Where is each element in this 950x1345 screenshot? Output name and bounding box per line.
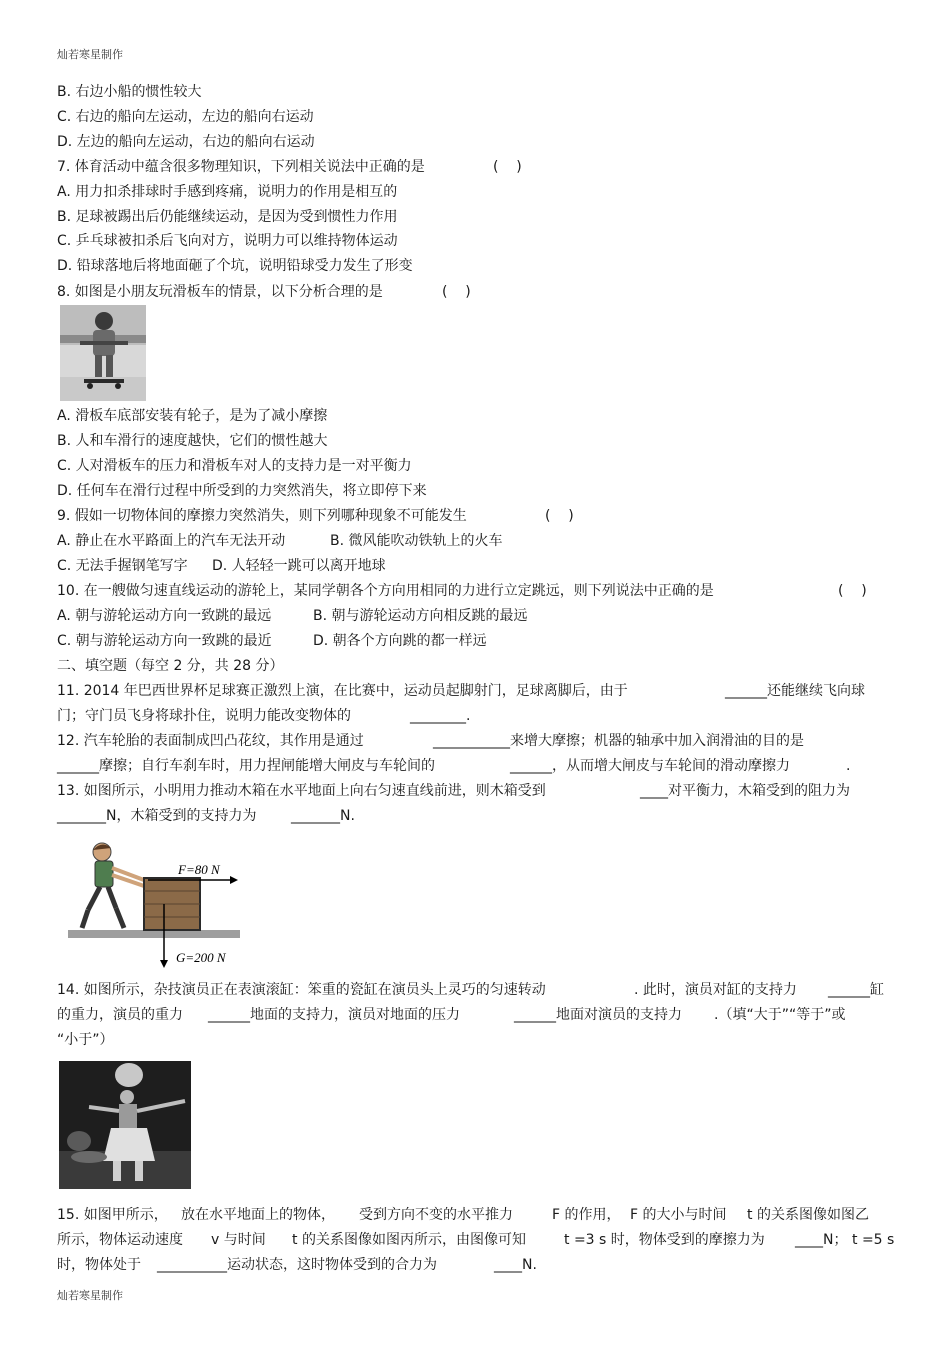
q15-line-2-e: ____N；	[795, 1232, 848, 1248]
q12-line-1-end: ___________来增大摩擦；机器的轴承中加入润滑油的目的是	[433, 733, 804, 749]
q10-option-a: A. 朝与游轮运动方向一致跳的最远	[57, 608, 272, 624]
q12-line-2-end: .	[846, 758, 851, 774]
q13-line-2-end: _______N.	[291, 808, 355, 824]
q13-line-1-end: ____对平衡力，木箱受到的阻力为	[640, 783, 850, 799]
q13-line-1: 13. 如图所示，小明用力推动木箱在水平地面上向右匀速直线前进，则木箱受到	[57, 783, 546, 799]
q6-option-c: C. 右边的船向左运动，左边的船向右运动	[57, 109, 314, 125]
q11-line-1-end: ______还能继续飞向球	[725, 683, 865, 699]
q6-option-d: D. 左边的船向左运动，右边的船向右运动	[57, 134, 315, 150]
q10-answer-paren: ( )	[838, 583, 867, 599]
q7-option-d: D. 铅球落地后将地面砸了个坑，说明铅球受力发生了形变	[57, 258, 413, 274]
q15-line-1-f: t 的关系图像如图乙	[747, 1207, 869, 1223]
q9-option-a: A. 静止在水平路面上的汽车无法开动	[57, 533, 286, 549]
q9-stem: 9. 假如一切物体间的摩擦力突然消失，则下列哪种现象不可能发生	[57, 508, 467, 524]
q6-option-b: B. 右边小船的惯性较大	[57, 84, 202, 100]
section-2-title: 二、填空题（每空 2 分，共 28 分）	[57, 658, 284, 674]
q12-line-2: ______摩擦；自行车刹车时，用力捏闸能增大闸皮与车轮间的	[57, 758, 435, 774]
q7-option-c: C. 乒乓球被扣杀后飞向对方，说明力可以维持物体运动	[57, 233, 398, 249]
q9-option-b: B. 微风能吹动铁轨上的火车	[330, 533, 503, 549]
q14-line-2-mid: ______地面的支持力，演员对地面的压力	[208, 1007, 460, 1023]
q11-line-1: 11. 2014 年巴西世界杯足球赛正激烈上演，在比赛中，运动员起脚射门，足球离脚后，由于	[57, 683, 628, 699]
q15-line-1-c: 受到方向不变的水平推力	[359, 1207, 513, 1223]
q15-line-1-e: F 的大小与时间	[630, 1207, 727, 1223]
q9-option-c: C. 无法手握钢笔写字	[57, 558, 188, 574]
q11-line-2-blank: ________.	[410, 708, 471, 724]
q13-line-2: _______N，木箱受到的支持力为	[57, 808, 257, 824]
q7-stem: 7. 体育活动中蕴含很多物理知识，下列相关说法中正确的是	[57, 159, 425, 175]
q7-option-b: B. 足球被踢出后仍能继续运动，是因为受到惯性力作用	[57, 209, 398, 225]
q14-line-2-mid2: ______地面对演员的支持力	[514, 1007, 682, 1023]
q15-line-2-b: v 与时间	[211, 1232, 266, 1248]
q14-line-1: 14. 如图所示，杂技演员正在表演滚缸：笨重的瓷缸在演员头上灵巧的匀速转动	[57, 982, 546, 998]
q8-option-a: A. 滑板车底部安装有轮子，是为了减小摩擦	[57, 408, 328, 424]
q15-line-2-c: t 的关系图像如图丙所示，由图像可知	[292, 1232, 526, 1248]
q15-line-3-b: __________运动状态，这时物体受到的合力为	[157, 1257, 437, 1273]
q10-option-b: B. 朝与游轮运动方向相反跳的最远	[313, 608, 528, 624]
q15-line-1-a: 15. 如图甲所示，	[57, 1207, 168, 1223]
q10-stem: 10. 在一艘做匀速直线运动的游轮上，某同学朝各个方向用相同的力进行立定跳远，则下列说法中正确的是	[57, 583, 714, 599]
q15-line-2-a: 所示，物体运动速度	[57, 1232, 183, 1248]
q14-line-2: 的重力，演员的重力	[57, 1007, 183, 1023]
q14-line-2-end: .（填“大于”“等于”或	[714, 1007, 846, 1023]
q11-line-2: 门；守门员飞身将球扑住，说明力能改变物体的	[57, 708, 351, 724]
skateboard-photo	[60, 305, 146, 401]
acrobat-photo	[59, 1061, 191, 1189]
q15-line-1-b: 放在水平地面上的物体，	[181, 1207, 335, 1223]
q15-line-2-d: t =3 s 时，物体受到的摩擦力为	[564, 1232, 765, 1248]
q8-answer-paren: ( )	[442, 284, 471, 300]
q7-answer-paren: ( )	[493, 159, 522, 175]
q9-option-d: D. 人轻轻一跳可以离开地球	[212, 558, 386, 574]
page-footer: 灿若寒星制作	[57, 1289, 123, 1302]
q8-option-b: B. 人和车滑行的速度越快，它们的惯性越大	[57, 433, 328, 449]
q8-option-c: C. 人对滑板车的压力和滑板车对人的支持力是一对平衡力	[57, 458, 412, 474]
q15-line-3-a: 时，物体处于	[57, 1257, 141, 1273]
q8-stem: 8. 如图是小朋友玩滑板车的情景，以下分析合理的是	[57, 284, 383, 300]
force-label: F=80 N	[178, 862, 220, 877]
q15-line-3-c: ____N.	[494, 1257, 537, 1273]
q14-line-1-mid: . 此时，演员对缸的支持力	[634, 982, 797, 998]
q12-line-1: 12. 汽车轮胎的表面制成凹凸花纹，其作用是通过	[57, 733, 364, 749]
q14-line-3: “小于”）	[57, 1032, 114, 1048]
page-header: 灿若寒星制作	[57, 48, 123, 61]
q7-option-a: A. 用力扣杀排球时手感到疼痛，说明力的作用是相互的	[57, 184, 398, 200]
q12-line-2-mid: ______，从而增大闸皮与车轮间的滑动摩擦力	[510, 758, 790, 774]
q15-line-1-d: F 的作用，	[552, 1207, 621, 1223]
q10-option-d: D. 朝各个方向跳的都一样远	[313, 633, 487, 649]
pushing-box-figure	[68, 838, 240, 970]
q10-option-c: C. 朝与游轮运动方向一致跳的最近	[57, 633, 272, 649]
q15-line-2-f: t =5 s	[852, 1232, 895, 1248]
q9-answer-paren: ( )	[545, 508, 574, 524]
q14-line-1-end: ______缸	[828, 982, 884, 998]
gravity-label: G=200 N	[176, 950, 226, 965]
q8-option-d: D. 任何车在滑行过程中所受到的力突然消失，将立即停下来	[57, 483, 427, 499]
